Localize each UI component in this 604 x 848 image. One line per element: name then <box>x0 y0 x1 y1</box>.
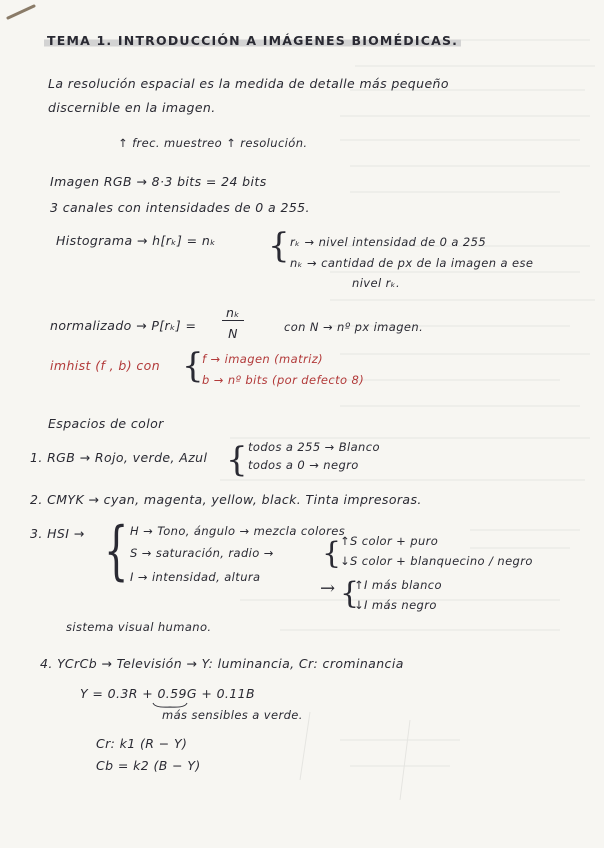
hsi-h: H → Tono, ángulo → mezcla colores <box>130 524 346 538</box>
cmyk-space: 2. CMYK → cyan, magenta, yellow, black. Tinta impresoras. <box>30 492 422 507</box>
imhist-brace: { <box>182 346 204 386</box>
imhist-call: imhist (f , b) con <box>50 358 161 373</box>
resolution-note: ↑ frec. muestreo ↑ resolución. <box>118 136 308 150</box>
rgb-white: todos a 255 → Blanco <box>248 440 380 454</box>
y-note: más sensibles a verde. <box>162 708 303 722</box>
imhist-arg-2: b → nº bits (por defecto 8) <box>202 373 365 387</box>
resolution-line-1: La resolución espacial es la medida de detalle más pequeño <box>48 76 449 91</box>
hsi-i-up: ↑I más blanco <box>354 578 442 592</box>
histogram-def-3: nivel rₖ. <box>352 276 401 290</box>
y-formula: Y = 0.3R + 0.59G + 0.11B <box>80 686 255 701</box>
hsi-s-brace: { <box>322 536 342 571</box>
histogram-brace: { <box>268 226 290 266</box>
page-title: TEMA 1. INTRODUCCIÓN A IMÁGENES BIOMÉDICAS. <box>44 33 461 48</box>
normalized-numerator: nₖ <box>222 305 244 321</box>
ycrcb-space: 4. YCrCb → Televisión → Y: luminancia, Cr: crominancia <box>40 656 404 671</box>
color-spaces-heading: Espacios de color <box>48 416 164 431</box>
hsi-s-up: ↑S color + puro <box>340 534 439 548</box>
rgb-image-line-1: Imagen RGB → 8·3 bits = 24 bits <box>50 174 267 189</box>
cr-formula: Cr: k1 (R − Y) <box>96 736 188 751</box>
hsi-s: S → saturación, radio → <box>130 546 274 560</box>
normalized-suffix: con N → nº px imagen. <box>284 320 424 334</box>
histogram-def-2: nₖ → cantidad de px de la imagen a ese <box>290 256 534 270</box>
hsi-space: 3. HSI → <box>30 526 85 541</box>
rgb-brace: { <box>226 440 248 480</box>
rgb-image-line-2: 3 canales con intensidades de 0 a 255. <box>50 200 310 215</box>
normalized-denominator: N <box>228 326 238 341</box>
hsi-i-down: ↓I más negro <box>354 598 437 612</box>
cb-formula: Cb = k2 (B − Y) <box>96 758 201 773</box>
normalized-label: normalizado → P[rₖ] = <box>50 318 197 333</box>
rgb-black: todos a 0 → negro <box>248 458 359 472</box>
histogram-formula: Histograma → h[rₖ] = nₖ <box>56 233 216 248</box>
hsi-i: I → intensidad, altura <box>130 570 261 584</box>
histogram-def-1: rₖ → nivel intensidad de 0 a 255 <box>290 235 487 249</box>
pencil-mark <box>0 0 40 30</box>
hsi-brace: { <box>104 514 129 588</box>
hsi-i-brace: { <box>340 576 360 611</box>
hsi-note: sistema visual humano. <box>66 620 212 634</box>
resolution-line-2: discernible en la imagen. <box>48 100 216 115</box>
hsi-s-down: ↓S color + blanquecino / negro <box>340 554 533 568</box>
rgb-space: 1. RGB → Rojo, verde, Azul <box>30 450 208 465</box>
hsi-i-arrow: → <box>320 578 336 599</box>
imhist-arg-1: f → imagen (matriz) <box>202 352 324 366</box>
